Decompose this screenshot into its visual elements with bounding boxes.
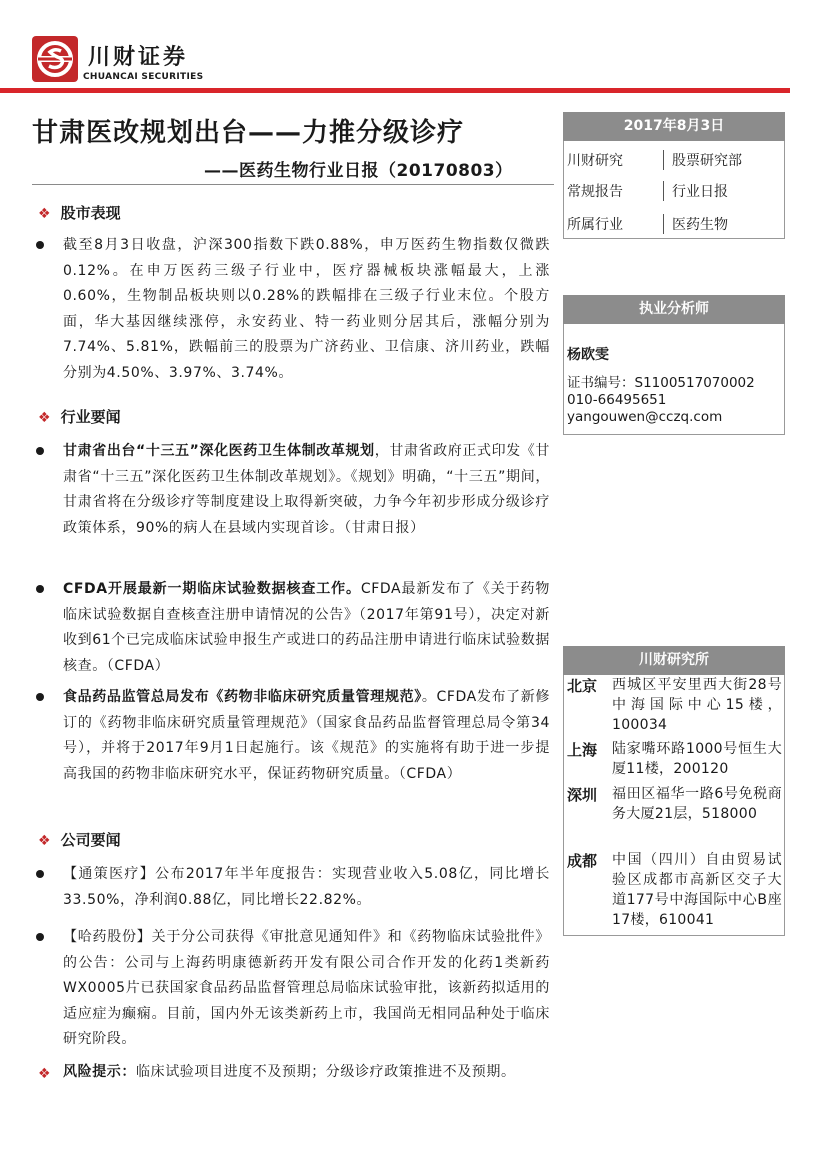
header-rule — [0, 88, 790, 93]
industry-paragraph-1 — [63, 439, 550, 541]
industry-headline-3: 食品药品监管总局发布《药物非临床研究质量管理规范》 — [63, 689, 422, 705]
sidebar-label-industry: 所属行业 — [567, 217, 623, 233]
office-city-shenzhen: 深圳 — [567, 786, 598, 804]
company-paragraph-2: 【哈药股份】关于分公司获得《审批意见通知件》和《药物临床试验批件》的公告：公司与上海药明康德新药开发有限公司合作开发的化药1类新药WX0005片已获国家食品药品监督管理总局临床试验审批，该新药拟适用的适应症为癫痫。目前，国内外无该类新药上市，我国尚无相同品种处于临床研究阶段。 — [63, 929, 550, 1047]
analyst-phone: 010-66495651 — [567, 392, 667, 408]
industry-text-1: ，甘肃省政府正式印发《甘肃省“十三五”深化医药卫生体制改革规划》。《规划》明确，“十三五”期间，甘肃省将在分级诊疗等制度建设上取得新突破，力争今年初步形成分级诊疗政策体系，90%的病人在县域内实现首诊。（甘肃日报） — [63, 443, 550, 536]
round-bullet-icon — [36, 585, 44, 593]
office-address-beijing: 西城区平安里西大街28号中海国际中心15楼，100034 — [612, 677, 782, 733]
risk-label: 风险提示： — [63, 1064, 136, 1080]
section-company-heading — [38, 829, 121, 850]
market-paragraph: 截至8月3日收盘，沪深300指数下跌0.88%，申万医药生物指数仅微跌0.12%。在申万医药三级子行业中，医疗器械板块涨幅最大，上涨0.60%，生物制品板块则以0.28%的跌幅排在三级子行业末位。个股方面，华大基因继续涨停，永安药业、特一药业则分居其后，涨幅分别为7.74%、5.81%，跌幅前三的股票为广济药业、卫信康、济川药业，跌幅分别为4.50%、3.97%、3.74%。 — [63, 237, 550, 381]
round-bullet-icon — [36, 870, 44, 878]
diamond-bullet-icon: ❖ — [38, 833, 51, 849]
brand-name-cn: 川财证券 — [88, 45, 189, 70]
industry-text-3: 。CFDA发布了新修订的《药物非临床研究质量管理规范》（国家食品药品监督管理总局令第34号），并将于2017年9月1日起施行。该《规范》的实施将有助于进一步提高我国的药物非临床研究水平，保证药物研究质量。（CFDA） — [63, 689, 550, 782]
industry-paragraph-2 — [63, 577, 550, 679]
report-date: 2017年8月3日 — [563, 112, 785, 141]
report-subtitle: ——医药生物行业日报（20170803） — [204, 161, 513, 181]
analyst-header: 执业分析师 — [563, 295, 785, 324]
sidebar-label-research: 川财研究 — [567, 153, 623, 169]
round-bullet-icon — [36, 693, 44, 701]
analyst-name: 杨欧雯 — [567, 347, 609, 363]
diamond-bullet-icon: ❖ — [38, 1066, 51, 1082]
section-industry-label: 行业要闻 — [60, 408, 121, 426]
office-city-beijing: 北京 — [567, 677, 598, 695]
office-city-shanghai: 上海 — [567, 741, 598, 759]
section-market-heading — [38, 202, 121, 223]
office-address-shenzhen: 福田区福华一路6号免税商务大厦21层，518000 — [612, 786, 782, 822]
office-city-chengdu: 成都 — [567, 852, 598, 870]
round-bullet-icon — [36, 241, 44, 249]
office-address-chengdu: 中国（四川）自由贸易试验区成都市高新区交子大道177号中海国际中心B座17楼，610041 — [612, 852, 782, 928]
chuancai-logo-icon — [32, 36, 78, 82]
industry-headline-1: 甘肃省出台“十三五”深化医药卫生体制改革规划 — [63, 443, 375, 459]
report-title: 甘肃医改规划出台——力推分级诊疗 — [32, 118, 465, 148]
sidebar-label-type: 常规报告 — [567, 184, 623, 200]
section-company-label: 公司要闻 — [60, 831, 121, 849]
analyst-cert: 证书编号：S1100517070002 — [567, 375, 755, 391]
diamond-bullet-icon: ❖ — [38, 410, 51, 426]
risk-text: 临床试验项目进度不及预期；分级诊疗政策推进不及预期。 — [136, 1064, 516, 1080]
industry-text-2: CFDA最新发布了《关于药物临床试验数据自查核查注册申请情况的公告》（2017年第91号），决定对新收到61个已完成临床试验申报生产或进口的药品注册申请进行临床试验数据核查。（CFDA） — [63, 581, 550, 674]
brand-name-en: CHUANCAI SECURITIES — [83, 72, 204, 82]
sidebar-value-industry: 医药生物 — [663, 214, 728, 234]
title-divider — [32, 184, 554, 185]
sidebar-value-type: 行业日报 — [663, 181, 728, 201]
risk-paragraph — [63, 1060, 550, 1086]
diamond-bullet-icon: ❖ — [38, 206, 51, 222]
company-paragraph-1: 【通策医疗】公布2017年半年度报告：实现营业收入5.08亿，同比增长33.50%，净利润0.88亿，同比增长22.82%。 — [63, 866, 550, 908]
round-bullet-icon — [36, 447, 44, 455]
section-market-label: 股市表现 — [60, 204, 121, 222]
round-bullet-icon — [36, 933, 44, 941]
industry-paragraph-3 — [63, 685, 550, 787]
institute-header: 川财研究所 — [563, 646, 785, 675]
office-address-shanghai: 陆家嘴环路1000号恒生大厦11楼，200120 — [612, 741, 782, 777]
sidebar-value-research: 股票研究部 — [663, 150, 742, 170]
industry-headline-2: CFDA开展最新一期临床试验数据核查工作。 — [63, 581, 361, 597]
analyst-email[interactable]: yangouwen@cczq.com — [567, 409, 723, 425]
section-industry-heading — [38, 406, 121, 427]
